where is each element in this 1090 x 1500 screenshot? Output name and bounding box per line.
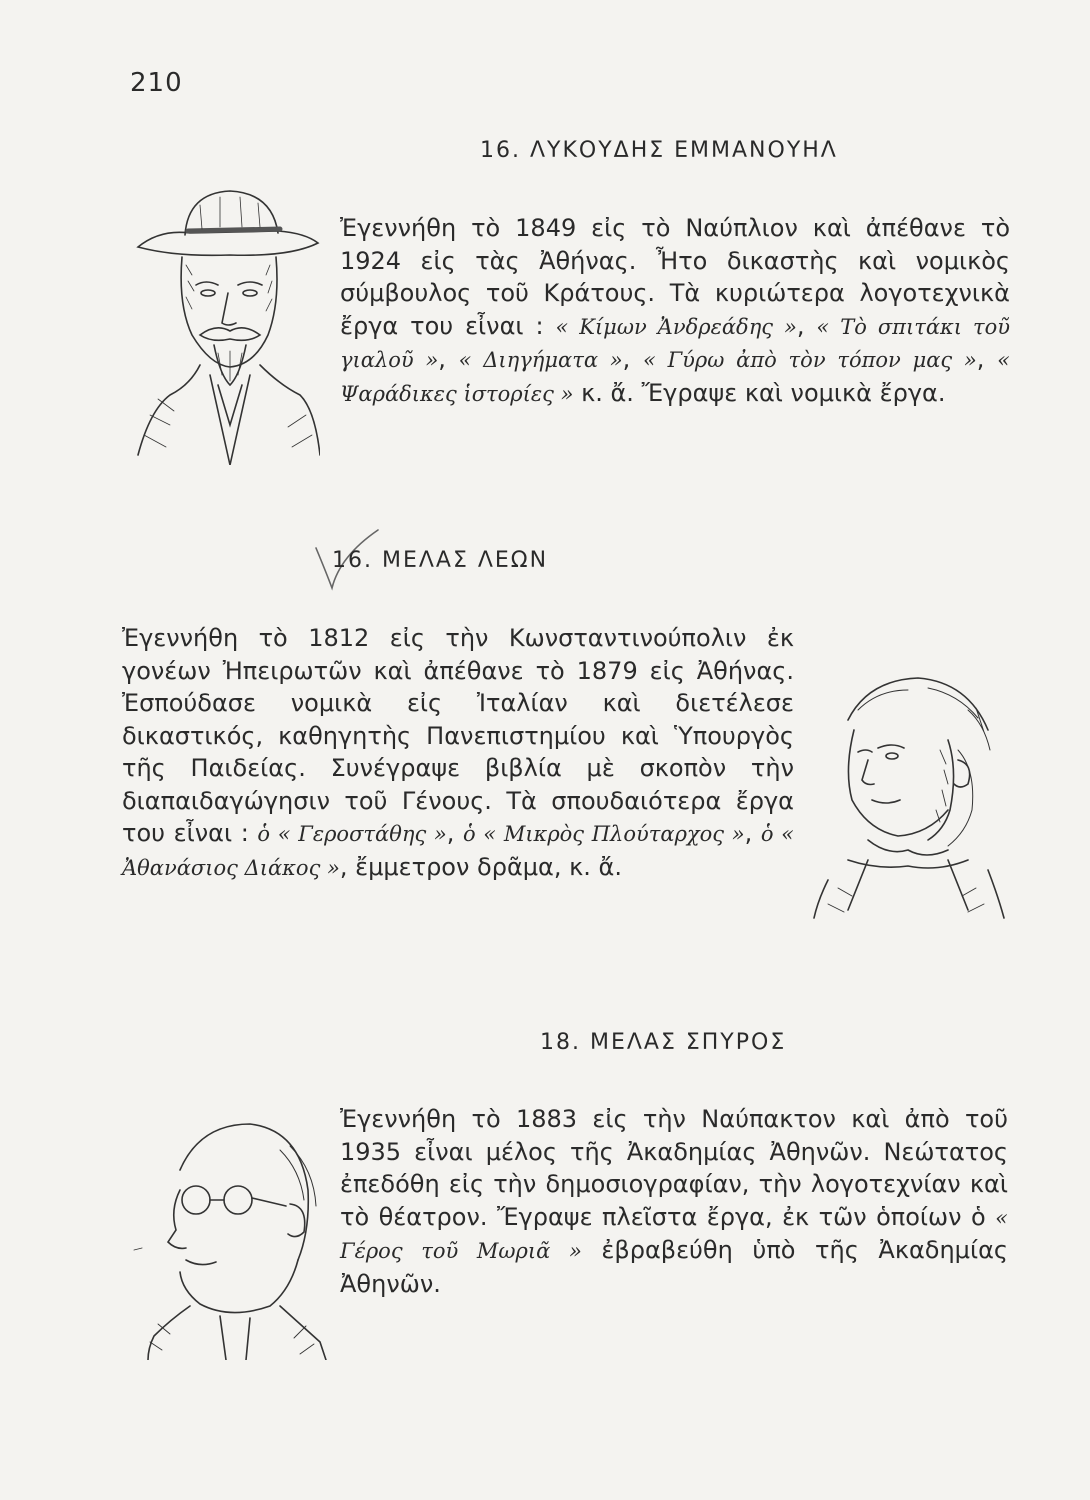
work-title: ὁ « Μικρὸς Πλούταρχος »	[462, 822, 745, 846]
bio-text: Ἐγεννήθη τὸ 1849 εἰς τὸ Ναύπλιον καὶ ἀπέθανε τὸ 1924 εἰς τὰς Ἀθήνας. Ἦτο δικαστὴς καὶ νομικὸς σύμβουλος τοῦ Κράτους. Τὰ κυριώτερα λογοτεχνικὰ ἔργα του εἶναι :	[340, 214, 1010, 340]
separator: ,	[744, 819, 761, 847]
separator: ,	[622, 345, 643, 373]
portrait-melas-spyros	[130, 1110, 330, 1360]
page-number: 210	[130, 68, 183, 98]
portrait-melas-leon	[808, 660, 1008, 920]
bio-text: Ἐγεννήθη τὸ 1883 εἰς τὴν Ναύπακτον καὶ ἀπὸ τοῦ 1935 εἶναι μέλος τῆς Ἀκαδημίας Ἀθηνῶν. Νεώτατος ἐπεδόθη εἰς τὴν δημοσιογραφίαν, τὴν λογοτεχνίαν καὶ τὸ θέατρον. Ἔγραψε πλεῖστα ἔργα, ἐκ τῶν ὁποίων ὁ	[340, 1105, 1008, 1231]
bio-text: ἐβραβεύθη ὑπὸ τῆς Ἀκαδημίας Ἀθηνῶν.	[340, 1236, 1008, 1298]
portrait-lykoudis	[130, 185, 320, 465]
work-title: « Ψαράδικες ἱστορίες »	[340, 348, 1010, 406]
entry-heading-melas-spyros: 18. ΜΕΛΑΣ ΣΠΥΡΟΣ	[540, 1030, 787, 1055]
work-title: « Γύρω ἀπὸ τὸν τόπον μας »	[642, 348, 977, 372]
separator: ,	[438, 345, 459, 373]
entry-heading-lykoudis: 16. ΛΥΚΟΥΔΗΣ ΕΜΜΑΝΟΥΗΛ	[480, 138, 838, 163]
separator: ,	[976, 345, 998, 373]
work-title: ὁ « Γεροστάθης »	[257, 822, 447, 846]
work-title: « Γέρος τοῦ Μωριᾶ »	[340, 1205, 1008, 1263]
bio-text: κ. ἄ. Ἔγραψε καὶ νομικὰ ἔργα.	[573, 378, 946, 407]
bio-text: Ἐγεννήθη τὸ 1812 εἰς τὴν Κωνσταντινούπολιν ἐκ γονέων Ἠπειρωτῶν καὶ ἀπέθανε τὸ 1879 εἰς Ἀθήνας. Ἐσπούδασε νομικὰ εἰς Ἰταλίαν καὶ διετέλεσε δικαστικός, καθηγητὴς Πανεπιστημίου καὶ Ὑπουργὸς τῆς Παιδείας. Συνέγραψε βιβλία μὲ σκοπὸν τὴν διαπαιδαγώγησιν τοῦ Γένους. Τὰ σπουδαιότερα ἔργα του εἶναι :	[122, 624, 794, 847]
work-title: « Κίμων Ἀνδρεάδης »	[555, 314, 797, 339]
bio-lykoudis	[340, 212, 1010, 410]
bio-melas-leon	[122, 622, 794, 884]
separator: ,	[446, 819, 463, 847]
work-title: ὁ « Ἀθανάσιος Διάκος »	[122, 822, 795, 880]
bio-text: , ἔμμετρον δρᾶμα, κ. ἄ.	[339, 852, 622, 881]
work-title: « Τὸ σπιτάκι τοῦ γιαλοῦ »	[340, 314, 1010, 372]
separator: ,	[796, 311, 817, 340]
bio-melas-spyros	[340, 1103, 1008, 1300]
work-title: « Διηγήματα »	[458, 348, 623, 372]
entry-heading-melas-leon: 16. ΜΕΛΑΣ ΛΕΩΝ	[332, 548, 549, 573]
